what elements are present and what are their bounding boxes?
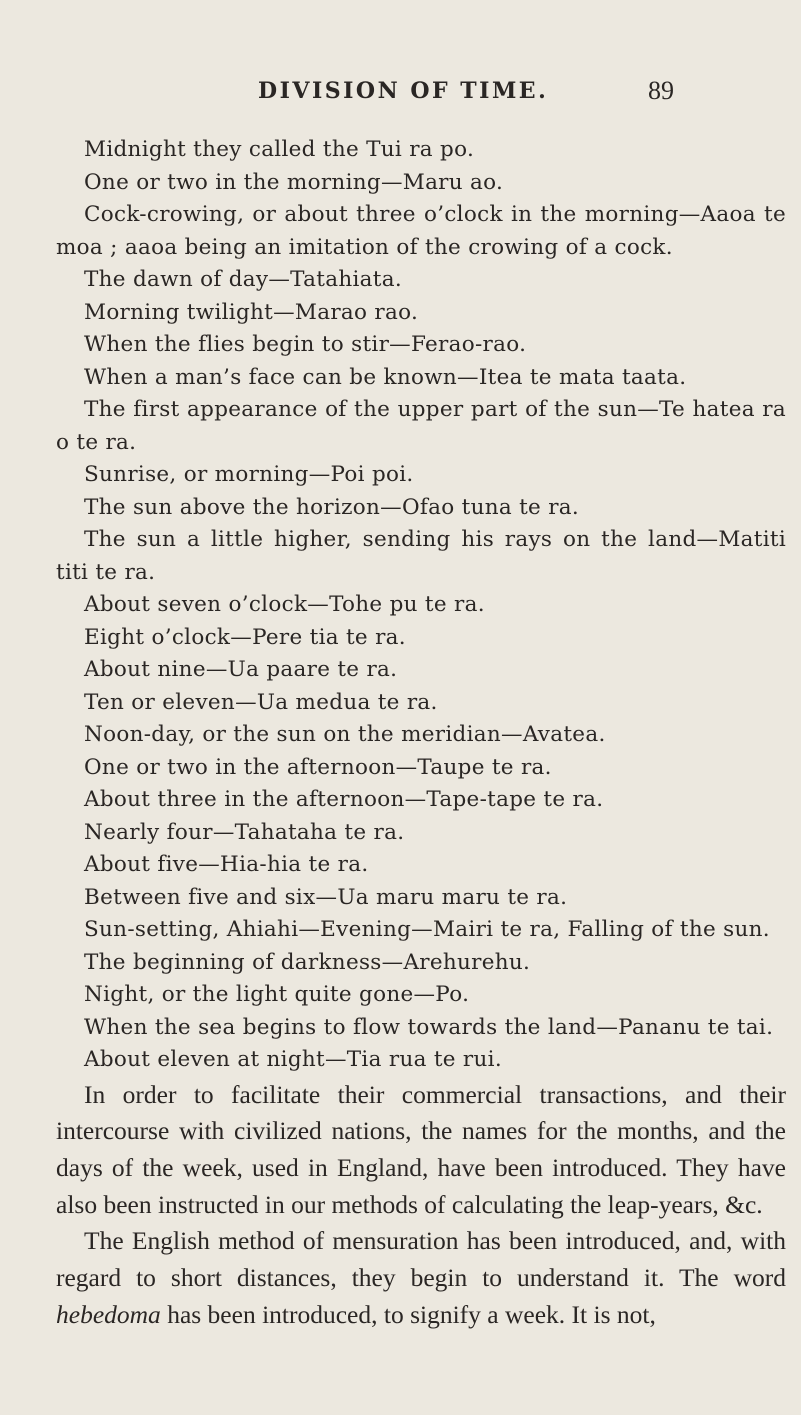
time-divisions-list [0,134,801,1077]
time-division-entry: Sun-setting, Ahiahi—Evening—Mairi te ra, Falling of the sun. [84,917,770,942]
time-division-entry: Midnight they called the Tui ra po. [84,137,475,162]
time-division-entry: About nine—Ua paare te ra. [84,657,398,682]
time-division-entry: When the sea begins to flow towards the land—Pananu te tai. [84,1014,774,1040]
time-division-entry: About eleven at night—Tia rua te rui. [84,1047,502,1072]
time-division-entry: Morning twilight—Marao rao. [84,299,419,325]
time-division-entry: Sunrise, or morning—Poi poi. [84,462,414,487]
page-number: 89 [648,76,674,105]
time-division-entry: One or two in the morning—Maru ao. [84,169,504,195]
time-division-entry: The dawn of day—Tatahiata. [84,267,402,292]
time-division-entry: When a man’s face can be known—Itea te mata taata. [84,364,687,390]
time-division-entry: About seven o’clock—Tohe pu te ra. [84,592,485,617]
page-header [0,76,801,108]
italic-term: hebedoma [56,1299,161,1329]
time-division-entry: The first appearance of the upper part of the sun—Te hatea ra o te ra. [56,397,786,455]
paragraph-mensuration [56,1223,786,1333]
time-division-entry: Eight o’clock—Pere tia te ra. [84,624,406,650]
time-division-entry: About five—Hia-hia te ra. [84,852,369,877]
running-head: DIVISION OF TIME. [258,78,549,104]
time-division-entry: Ten or eleven—Ua medua te ra. [84,689,438,715]
paragraph-text: The English method of mensuration has been introduced, and, with regard to short distances, they begin to understand it. The word [56,1226,786,1293]
paragraph-text: has been introduced, to signify a week. It is not, [160,1299,656,1329]
time-division-entry: Nearly four—Tahataha te ra. [84,819,405,845]
paragraph-commercial-transactions: In order to facilitate their commercial transactions, and their intercourse with civilized nations, the names for the months, and the days of the week, used in England, have been introduced. They have also been instructed in our methods of calculating the leap-years, &c. [56,1079,786,1219]
time-division-entry: The beginning of darkness—Arehurehu. [84,949,531,975]
time-division-entry: About three in the afternoon—Tape-tape te ra. [84,787,604,812]
time-division-entry: When the flies begin to stir—Ferao-rao. [84,332,527,357]
time-division-entry: Cock-crowing, or about three o’clock in the morning—Aaoa te moa ; aaoa being an imitation of the crowing of a cock. [56,202,786,260]
time-division-entry: The sun a little higher, sending his rays on the land—Matiti titi te ra. [56,527,786,585]
page-body [0,134,801,1333]
time-division-entry: One or two in the afternoon—Taupe te ra. [84,754,552,780]
time-division-entry: Night, or the light quite gone—Po. [84,982,470,1007]
time-division-entry: Between five and six—Ua maru maru te ra. [84,884,568,910]
body-paragraphs [0,1077,801,1334]
time-division-entry: The sun above the horizon—Ofao tuna te ra. [84,494,580,520]
time-division-entry: Noon-day, or the sun on the meridian—Avatea. [84,722,606,747]
